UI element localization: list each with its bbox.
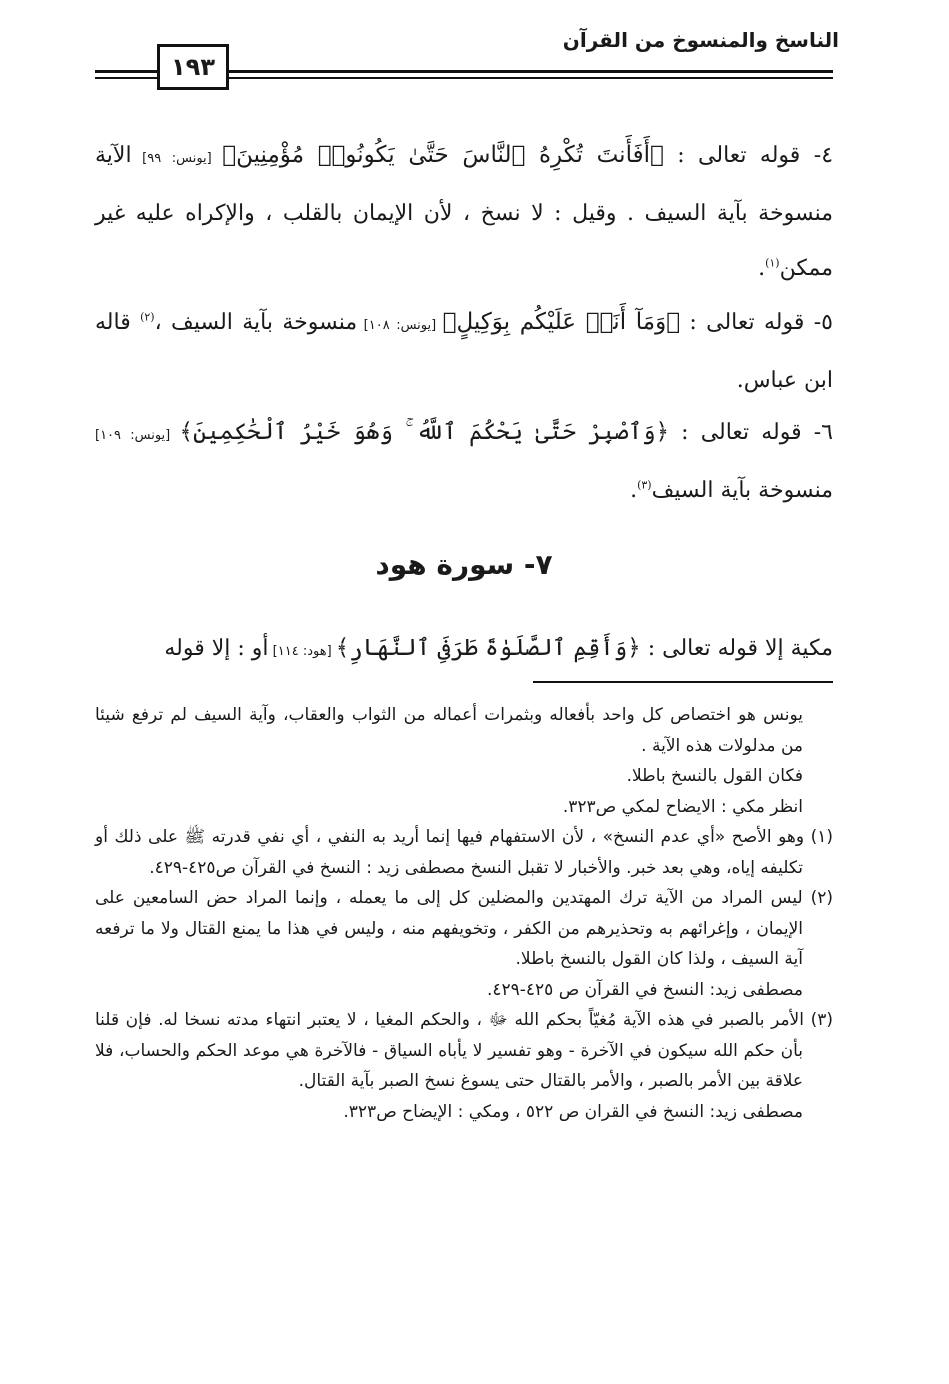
page-number: ١٩٣ [171, 53, 215, 81]
item-4: ٤- قوله تعالى : ﴿أَفَأَنتَ تُكْرِهُ ٱلنَّاسَ حَتَّىٰ يَكُونُوا۟ مُؤْمِنِينَ﴾ [يونس: ٩٩] الآية منسوخة بآية السيف . وقيل : لا نسخ ، لأن الإيمان بالقلب ، والإكراه عليه غير ممكن$^{(١)}$. [95, 142, 834, 281]
footnote-1: (١) وهو الأصح «أي عدم النسخ» ، لأن الاستفهام فيها إنما أريد به النفي ، أي نفي قدرته ﷺ على ذلك أو تكليفه إياه، وهي بعد خبر. والأخبار لا تقبل النسخ مصطفى زيد : النسخ في القرآن ص٤٢٥-٤٢٩. [95, 827, 833, 878]
item-text: الآية منسوخة بآية السيف . وقيل : لا نسخ ، لأن الإيمان بالقلب ، والإكراه عليه غير ممكن [95, 143, 833, 281]
surah-heading: ٧- سورة هود [375, 548, 553, 581]
footnote-continuation: يونس هو اختصاص كل واحد بأفعاله وبثمرات أعماله من الثواب والعقاب، وآية السيف لم ترفع شيئا من مدلولات هذه الآية . [95, 705, 803, 756]
item-lead: ٤- قوله تعالى : [663, 143, 834, 168]
footnote-marker: (١) [765, 256, 780, 270]
footnote-continuation: انظر مكي : الايضاح لمكي ص٣٢٣. [562, 796, 803, 817]
item-lead: مكية إلا قوله تعالى : [640, 636, 833, 661]
quran-verse: ﴿وَمَآ أَنَا۠ عَلَيْكُم بِوَكِيلٍ﴾ [442, 309, 681, 335]
footnote-separator [533, 681, 833, 683]
item-text: أو : إلا قوله [164, 636, 269, 661]
verse-reference: [يونس: ١٠٨] [357, 318, 443, 333]
footnotes [95, 700, 833, 1127]
quran-verse: ﴿وَأَقِمِ ٱلصَّلَوٰةَ طَرَفَىِ ٱلنَّهَارِ﴾ [335, 635, 641, 661]
item-6: ٦- قوله تعالى : ﴿وَٱصْبِرْ حَتَّىٰ يَحْكُمَ ٱللَّهُ ۚ وَهُوَ خَيْرُ ٱلْحَٰكِمِينَ﴾ [يونس: ١٠٩] منسوخة بآية السيف$^{(٣)}$. [95, 419, 833, 503]
running-header-title: الناسخ والمنسوخ من القرآن [562, 28, 839, 52]
footnote-3: (٣) الأمر بالصبر في هذه الآية مُغيّاً بحكم الله ﷻ ، والحكم المغيا ، لا يعتبر انتهاء مدته نسخا له. فإن قلنا بأن حكم الله سيكون في الآخرة - وهو تفسير لا يأباه السياق - فالآخرة هي موعد الحكم والحساب، فلا علاقة بين الأمر بالصبر ، والأمر بالقتال حتى يسوغ نسخ الصبر بآية القتال. [95, 1010, 833, 1091]
verse-reference: [هود: ١١٤] [268, 644, 336, 659]
footnote-continuation: فكان القول بالنسخ باطلا. [626, 766, 803, 786]
surah-hud-intro [95, 621, 833, 679]
footnote-marker: (٢) [140, 310, 155, 324]
item-text: منسوخة بآية السيف [651, 478, 833, 503]
quran-verse: ﴿أَفَأَنتَ تُكْرِهُ ٱلنَّاسَ حَتَّىٰ يَكُونُوا۟ مُؤْمِنِينَ﴾ [222, 142, 664, 168]
footnote-3-source: مصطفى زيد: النسخ في القران ص ٥٢٢ ، ومكي : الإيضاح ص٣٢٣. [343, 1101, 803, 1122]
quran-verse: ﴿وَٱصْبِرْ حَتَّىٰ يَحْكُمَ ٱللَّهُ ۚ وَهُوَ خَيْرُ ٱلْحَٰكِمِينَ﴾ [179, 419, 670, 445]
item-lead: ٦- قوله تعالى : [669, 420, 833, 445]
item-lead: ٥- قوله تعالى : [680, 310, 833, 335]
footnote-marker: (٣) [637, 478, 652, 492]
verse-reference: [يونس: ٩٩] [131, 151, 223, 166]
verse-reference: [يونس: ١٠٩] [95, 428, 180, 443]
page-number-box [157, 44, 229, 90]
footnote-2: (٢) ليس المراد من الآية ترك المهتدين والمضلين كل إلى ما يعمله ، وإنما المراد حض السامعين على الإيمان ، وإغرائهم به وتحذيرهم من الكفر ، وتخويفهم منه ، وليس في هذا ما يمنع القتال ولا ما ترفعه آية السيف ، ولذا كان القول بالنسخ باطلا. [95, 888, 833, 969]
item-5: ٥- قوله تعالى : ﴿وَمَآ أَنَا۠ عَلَيْكُم بِوَكِيلٍ﴾ [يونس: ١٠٨] منسوخة بآية السيف ،$^{(٢)}$ قاله ابن عباس. [95, 309, 833, 393]
footnote-2-source: مصطفى زيد: النسخ في القرآن ص ٤٢٥-٤٢٩. [486, 979, 803, 1000]
item-text: منسوخة بآية السيف ، [154, 310, 358, 335]
